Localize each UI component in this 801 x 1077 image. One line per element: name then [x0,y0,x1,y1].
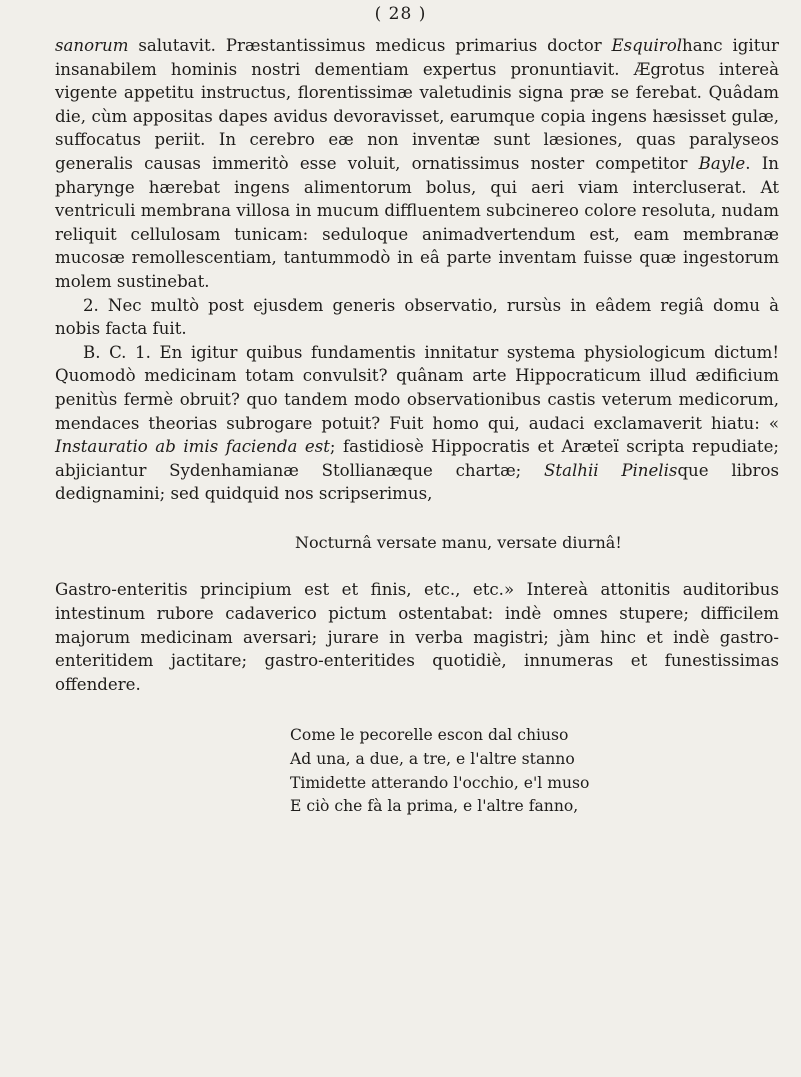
poem-line: Come le pecorelle escon dal chiuso [290,726,569,745]
page-number: ( 28 ) [374,4,427,24]
author-name: Stalhii Pinelis [544,460,678,480]
body-text [55,34,779,819]
poem-line: E ciò che fà la prima, e l'altre fanno, [290,797,579,816]
paragraph-2: 2. Nec multò post ejusdem generis observatio, rursùs in eâdem regiâ domu à nobis facta fuit. [55,295,779,339]
author-name: Esquirol [611,36,683,55]
paragraph-3: B. C. 1. En igitur quibus fundamentis innitatur systema physiologicum dictum! Quomodò medicinam totam convulsit? quânam arte Hippocraticum illud ædificium penitùs fermè obruit? quo tandem modo observationibus castis veterum medicorum, mendaces theorias subrogare potuit? Fuit homo qui, audaci exclamaverit hiatu: « Instauratio ab imis facienda est; fastidiosè Hippocratis et Aræteï scripta repudiate; abjiciantur Sydenhamianæ Stollianæque chartæ; Stalhii Pinelisque libros dedignamini; sed quidquid nos scripserimus, [55,342,779,504]
poem-line: Timidette atterando l'occhio, e'l muso [290,773,590,792]
italic-word: sanorum [55,36,129,55]
paragraph-4: Gastro-enteritis principium est et finis, etc., etc.» Intereà attonitis auditoribus intestinum rubore cadaverico pictum ostentabat: indè omnes stupere; difficilem majorum medicinam aversari; jurare in verba magistri; jàm hinc et indè gastro-enteritidem jactitare; gastro-enteritides quotidiè, innumeras et funestissimas offendere. [55,580,779,694]
verse-citation: Nocturnâ versate manu, versate diurnâ! [295,532,622,552]
author-name: Bayle [698,153,746,173]
poem-line: Ad una, a due, a tre, e l'altre stanno [290,750,575,769]
italic-quote: Instauratio ab imis facienda est [55,437,330,457]
paragraph-1: sanorum salutavit. Præstantissimus medicus primarius doctor Esquirolhanc igitur insanabilem hominis nostri dementiam expertus pronuntiavit. Ægrotus intereà vigente appetitu instructus, florentissimæ valetudinis signa præ se ferebat. Quâdam die, cùm appositas dapes avidus devoravisset, earumque copia ingens hæsisset gulæ, suffocatus periit. In cerebro eæ non inventæ sunt læsiones, quas paralyseos generalis causas immeritò esse voluit, ornatissimus noster competitor Bayle. In pharynge hærebat ingens alimentorum bolus, qui aeri viam intercluserat. At ventriculi membrana villosa in mucum diffluentem subcinereo colore resoluta, nudam reliquit cellulosam tunicam: seduloque animadvertendum est, eam membranæ mucosæ remollescentiam, tantummodò in eâ parte inventam fuisse quæ ingestorum molem sustinebat. [55,36,779,291]
poem-quote [55,724,779,818]
